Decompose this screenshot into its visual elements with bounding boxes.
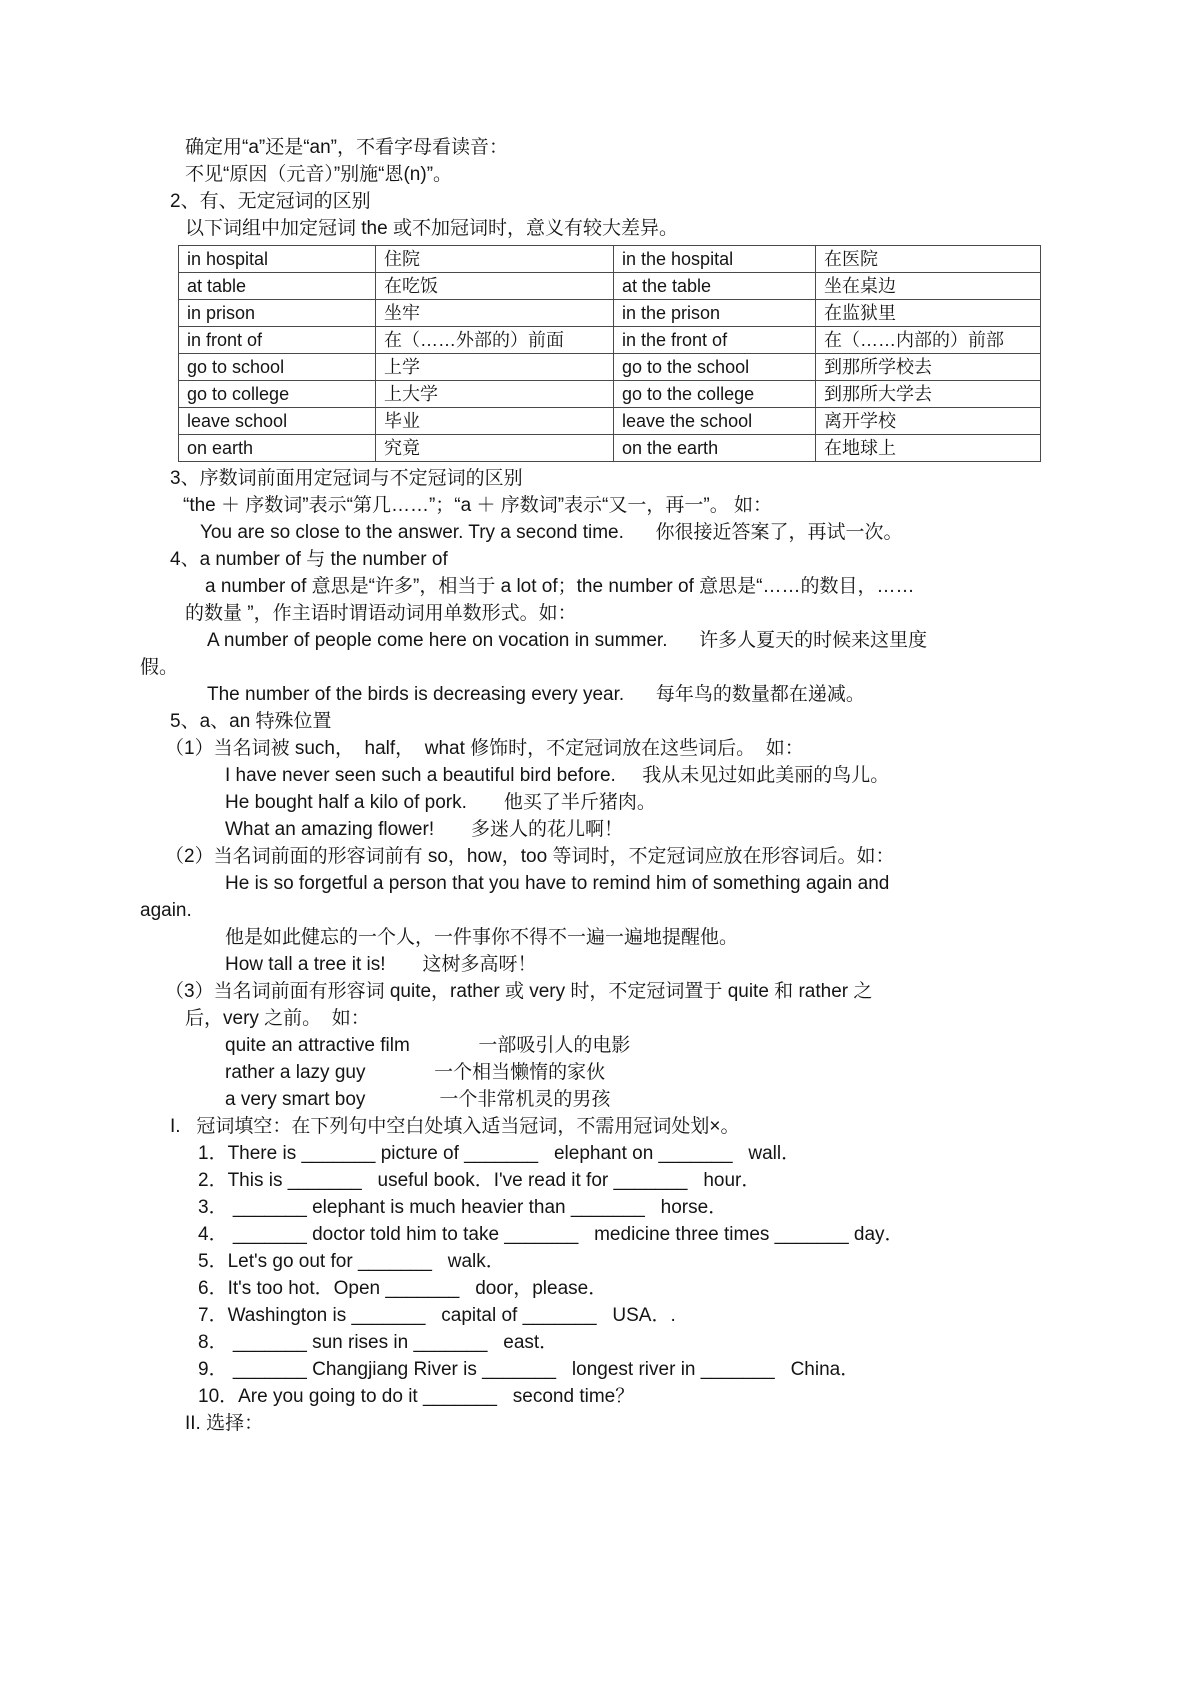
table-cell: in front of bbox=[179, 327, 376, 354]
section4-example1-line-2: 假。 bbox=[140, 657, 179, 678]
table-cell: go to the school bbox=[614, 354, 816, 381]
exercise-item: 1．There is _______ picture of _______ elephant on _______ wall． bbox=[198, 1143, 801, 1164]
table-cell: 到那所大学去 bbox=[816, 381, 1041, 408]
table-row bbox=[179, 435, 1041, 462]
table-cell: 在（……内部的）前部 bbox=[816, 327, 1041, 354]
table-cell: in prison bbox=[179, 300, 376, 327]
section4-heading: 4、a number of 与 the number of bbox=[170, 549, 448, 570]
table-cell: 上大学 bbox=[376, 381, 614, 408]
section2-subtext: 以下词组中加定冠词 the 或不加冠词时，意义有较大差异。 bbox=[185, 218, 678, 239]
exercise1-items bbox=[140, 1140, 1050, 1410]
section5-item2-example1-line-2: again. bbox=[140, 900, 192, 921]
table-cell: 在吃饭 bbox=[376, 273, 614, 300]
section5-item1-example1: I have never seen such a beautiful bird before. 我从未见过如此美丽的鸟儿。 bbox=[225, 765, 890, 786]
table-cell: at table bbox=[179, 273, 376, 300]
section5-item1-rule: （1）当名词被 such， half， what 修饰时，不定冠词放在这些词后。 如： bbox=[165, 738, 804, 759]
exercise-item: 6．It's too hot．Open _______ door，please． bbox=[198, 1278, 608, 1299]
table-row bbox=[179, 354, 1041, 381]
table-row bbox=[179, 246, 1041, 273]
section5-item2-example2: How tall a tree it is! 这树多高呀！ bbox=[225, 954, 537, 975]
exercise-item: 3． _______ elephant is much heavier than _______ horse． bbox=[198, 1197, 728, 1218]
table-row bbox=[179, 273, 1041, 300]
table-cell: on earth bbox=[179, 435, 376, 462]
exercise2-heading: II. 选择： bbox=[185, 1413, 264, 1434]
table-cell: 在（……外部的）前面 bbox=[376, 327, 614, 354]
exercise-item: 8． _______ sun rises in _______ east． bbox=[198, 1332, 559, 1353]
exercise-item: 9． _______ Changjiang River is _______ longest river in _______ China． bbox=[198, 1359, 860, 1380]
section5-item1-example3: What an amazing flower! 多迷人的花儿啊！ bbox=[225, 819, 624, 840]
table-cell: 离开学校 bbox=[816, 408, 1041, 435]
section2-heading: 2、有、无定冠词的区别 bbox=[170, 191, 371, 212]
section5-heading: 5、a、an 特殊位置 bbox=[170, 711, 332, 732]
table-cell: leave the school bbox=[614, 408, 816, 435]
table-cell: 在医院 bbox=[816, 246, 1041, 273]
section5-item2-example1-line-1: He is so forgetful a person that you have to remind him of something again and bbox=[225, 873, 890, 894]
section5-item3-rule-line-2: 后，very 之前。 如： bbox=[185, 1008, 370, 1029]
section3-heading: 3、序数词前面用定冠词与不定冠词的区别 bbox=[170, 468, 523, 489]
section5-item1-example2: He bought half a kilo of pork. 他买了半斤猪肉。 bbox=[225, 792, 656, 813]
table-cell: in the prison bbox=[614, 300, 816, 327]
section3-example: You are so close to the answer. Try a second time. 你很接近答案了，再试一次。 bbox=[200, 522, 903, 543]
table-cell: at the table bbox=[614, 273, 816, 300]
exercise1-heading: I. 冠词填空：在下列句中空白处填入适当冠词，不需用冠词处划×。 bbox=[170, 1116, 740, 1137]
table-cell: 上学 bbox=[376, 354, 614, 381]
section5-item3-rule-line-1: （3）当名词前面有形容词 quite，rather 或 very 时，不定冠词置于 quite 和 rather 之 bbox=[165, 981, 873, 1002]
table-cell: 坐在桌边 bbox=[816, 273, 1041, 300]
exercise-item: 2．This is _______ useful book．I've read it for _______ hour． bbox=[198, 1170, 761, 1191]
table-cell: 坐牢 bbox=[376, 300, 614, 327]
section5-item2-rule: （2）当名词前面的形容词前有 so，how，too 等词时，不定冠词应放在形容词后。如： bbox=[165, 846, 895, 867]
intro-line-1: 确定用“a”还是“an”，不看字母看读音： bbox=[185, 137, 509, 158]
table-cell: 在地球上 bbox=[816, 435, 1041, 462]
exercise-item: 4． _______ doctor told him to take _______ medicine three times _______ day． bbox=[198, 1224, 904, 1245]
table-row bbox=[179, 300, 1041, 327]
table-cell: in the hospital bbox=[614, 246, 816, 273]
table-cell: in hospital bbox=[179, 246, 376, 273]
section5-item3-example1: quite an attractive film 一部吸引人的电影 bbox=[225, 1035, 631, 1056]
table-row bbox=[179, 327, 1041, 354]
section4-para-line-2: 的数量 ”，作主语时谓语动词用单数形式。如： bbox=[185, 603, 577, 624]
table-cell: 究竟 bbox=[376, 435, 614, 462]
section4-example1-line-1: A number of people come here on vocation in summer. 许多人夏天的时候来这里度 bbox=[207, 630, 928, 651]
table-cell: 到那所学校去 bbox=[816, 354, 1041, 381]
section5-item2-example1-cn: 他是如此健忘的一个人，一件事你不得不一遍一遍地提醒他。 bbox=[225, 927, 739, 948]
section3-rule: “the ＋ 序数词”表示“第几……”；“a ＋ 序数词”表示“又一，再一”。 如： bbox=[183, 495, 772, 516]
exercise-item: 7．Washington is _______ capital of _______ USA．. bbox=[198, 1305, 676, 1326]
table-cell: go to school bbox=[179, 354, 376, 381]
section5-item3-example2: rather a lazy guy 一个相当懒惰的家伙 bbox=[225, 1062, 606, 1083]
table-cell: 住院 bbox=[376, 246, 614, 273]
section4-para-line-1: a number of 意思是“许多”，相当于 a lot of；the number of 意思是“……的数目，…… bbox=[205, 576, 915, 597]
table-cell: on the earth bbox=[614, 435, 816, 462]
table-cell: go to college bbox=[179, 381, 376, 408]
table-row bbox=[179, 408, 1041, 435]
article-table-body bbox=[179, 246, 1041, 462]
table-row bbox=[179, 381, 1041, 408]
section5-item3-example3: a very smart boy 一个非常机灵的男孩 bbox=[225, 1089, 611, 1110]
table-cell: in the front of bbox=[614, 327, 816, 354]
table-cell: 在监狱里 bbox=[816, 300, 1041, 327]
section4-example2: The number of the birds is decreasing every year. 每年鸟的数量都在递减。 bbox=[207, 684, 865, 705]
table-cell: go to the college bbox=[614, 381, 816, 408]
table-cell: 毕业 bbox=[376, 408, 614, 435]
article-comparison-table bbox=[178, 245, 1041, 462]
exercise-item: 5．Let's go out for _______ walk． bbox=[198, 1251, 505, 1272]
intro-line-2: 不见“原因（元音）”别施“恩(n)”。 bbox=[185, 164, 453, 185]
exercise-item: 10．Are you going to do it _______ second time？ bbox=[198, 1386, 635, 1407]
table-cell: leave school bbox=[179, 408, 376, 435]
